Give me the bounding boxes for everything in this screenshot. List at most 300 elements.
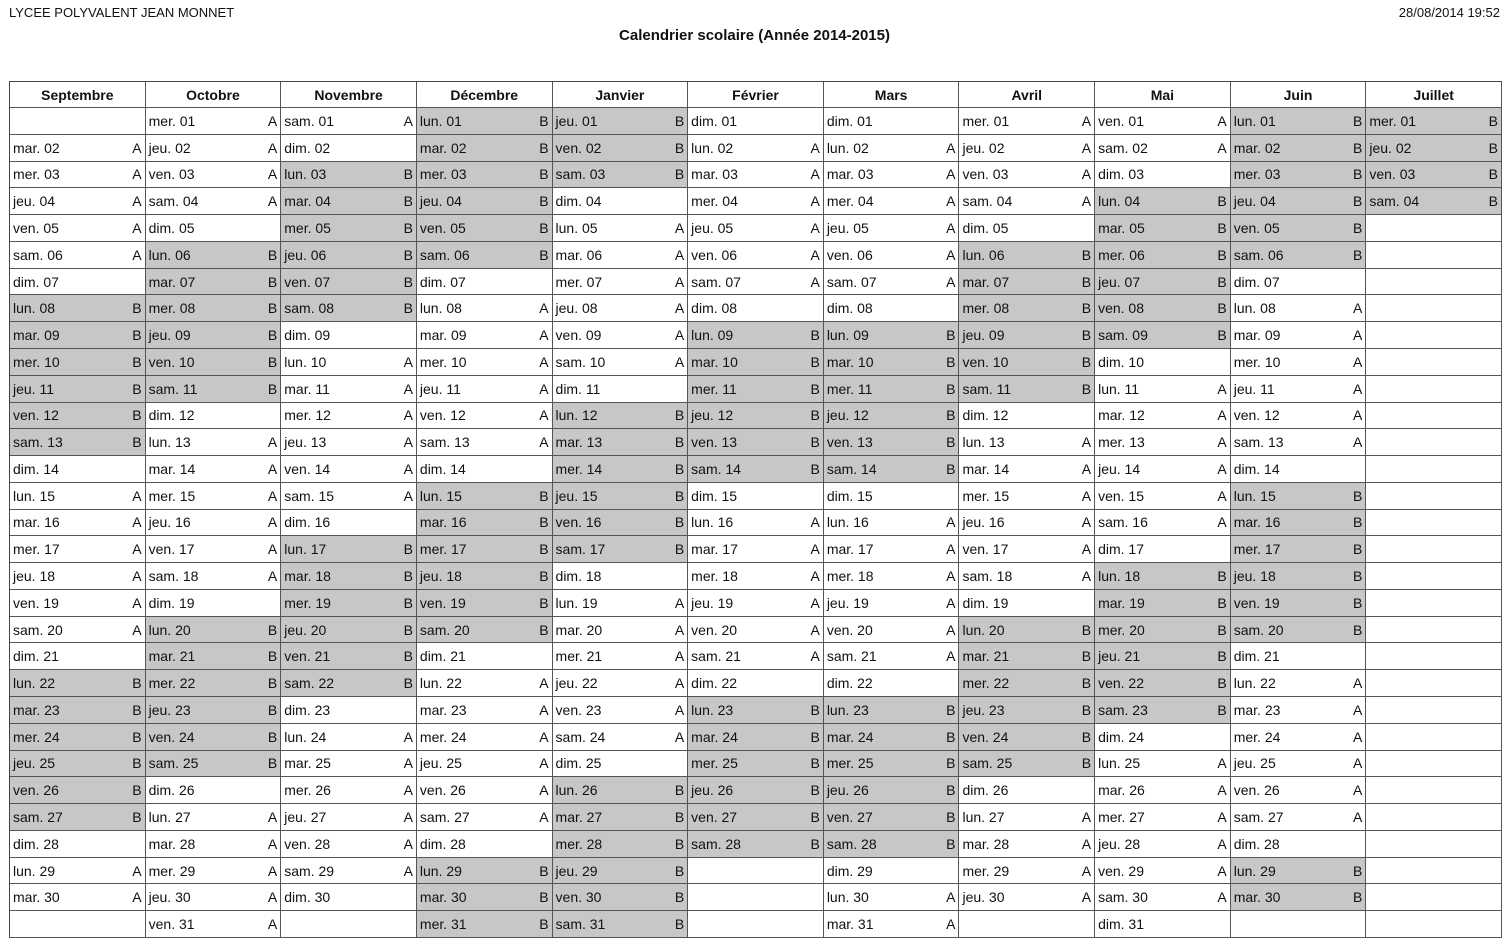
day-label: ven. 06 <box>826 246 873 263</box>
day-cell <box>1231 429 1367 456</box>
week-letter: B <box>403 621 413 638</box>
day-label: mar. 16 <box>13 514 60 531</box>
week-letter: B <box>267 380 278 397</box>
week-letter: B <box>946 353 956 370</box>
day-cell <box>10 242 146 269</box>
day-cell <box>824 510 960 537</box>
week-letter: B <box>810 353 820 370</box>
day-label: mar. 26 <box>1098 782 1145 799</box>
day-cell <box>824 831 960 858</box>
day-label: sam. 07 <box>826 273 877 290</box>
day-label: ven. 14 <box>284 460 331 477</box>
day-cell <box>281 617 417 644</box>
day-cell <box>281 483 417 510</box>
day-label: lun. 15 <box>13 487 56 504</box>
day-label: jeu. 13 <box>284 434 327 451</box>
day-label: mer. 13 <box>1098 434 1145 451</box>
day-cell <box>824 456 960 483</box>
day-label: dim. 14 <box>419 460 466 477</box>
week-letter: B <box>1353 621 1363 638</box>
school-name: LYCEE POLYVALENT JEAN MONNET <box>9 5 235 20</box>
day-cell <box>417 643 553 670</box>
empty-cell <box>1366 403 1502 430</box>
day-cell <box>824 429 960 456</box>
week-letter: B <box>132 755 142 772</box>
day-label: mar. 06 <box>555 246 603 263</box>
week-letter: A <box>539 755 549 772</box>
day-cell <box>553 777 689 804</box>
day-cell <box>417 804 553 831</box>
week-letter: A <box>132 166 142 183</box>
day-cell <box>824 724 960 751</box>
day-label: dim. 16 <box>284 514 331 531</box>
day-label: mer. 03 <box>13 166 60 183</box>
day-label: mar. 30 <box>419 889 467 906</box>
day-label: lun. 17 <box>284 541 327 558</box>
day-label: ven. 03 <box>1369 166 1416 183</box>
week-letter: B <box>946 434 956 451</box>
day-cell <box>1366 188 1502 215</box>
week-letter: B <box>1081 327 1092 344</box>
week-letter: B <box>539 246 549 263</box>
day-label: jeu. 04 <box>419 193 462 210</box>
week-letter: A <box>1217 380 1227 397</box>
week-letter: B <box>674 487 685 504</box>
day-label: jeu. 19 <box>691 594 734 611</box>
week-letter: B <box>674 166 685 183</box>
week-letter: B <box>1353 594 1363 611</box>
day-label: sam. 20 <box>13 621 63 638</box>
day-cell <box>281 777 417 804</box>
week-letter: B <box>267 273 278 290</box>
day-cell <box>10 215 146 242</box>
week-letter: A <box>946 219 956 236</box>
day-label: sam. 31 <box>555 916 606 933</box>
week-letter: A <box>403 809 413 825</box>
day-label: mar. 03 <box>826 166 874 183</box>
day-label: mar. 11 <box>284 380 330 397</box>
week-letter: A <box>132 193 142 210</box>
day-cell <box>824 697 960 724</box>
day-cell <box>417 884 553 911</box>
day-cell <box>824 884 960 911</box>
week-letter: A <box>267 112 278 129</box>
day-cell <box>1366 108 1502 135</box>
day-label: mar. 18 <box>284 568 331 585</box>
week-letter: A <box>267 166 278 183</box>
week-letter: A <box>1353 755 1363 772</box>
day-label: dim. 02 <box>284 139 331 156</box>
day-label: mar. 05 <box>1098 219 1145 236</box>
day-label: lun. 06 <box>148 246 191 263</box>
day-cell <box>146 911 282 938</box>
week-letter: B <box>810 434 820 451</box>
day-cell <box>1095 804 1231 831</box>
day-label: mar. 27 <box>555 809 603 825</box>
day-label: dim. 25 <box>555 755 602 772</box>
day-cell <box>1095 135 1231 162</box>
week-letter: B <box>403 541 413 558</box>
week-letter: B <box>810 460 820 477</box>
week-letter: B <box>539 112 549 129</box>
week-letter: A <box>810 514 820 531</box>
day-cell <box>146 349 282 376</box>
month-header: Novembre <box>281 82 417 108</box>
day-cell <box>1231 108 1367 135</box>
day-label: dim. 01 <box>826 112 873 129</box>
day-label: dim. 07 <box>1233 273 1280 290</box>
day-label: ven. 17 <box>148 541 195 558</box>
day-cell <box>10 510 146 537</box>
day-cell <box>688 403 824 430</box>
week-letter: B <box>267 353 278 370</box>
day-cell <box>959 724 1095 751</box>
day-label: ven. 15 <box>1098 487 1145 504</box>
day-cell <box>146 724 282 751</box>
day-cell <box>281 858 417 885</box>
week-letter: A <box>1217 835 1227 852</box>
week-letter: B <box>674 835 685 852</box>
week-letter: B <box>539 621 549 638</box>
day-cell <box>1231 162 1367 189</box>
week-letter: B <box>132 300 142 317</box>
week-letter: A <box>539 728 549 745</box>
day-label: ven. 19 <box>1233 594 1280 611</box>
week-letter: B <box>1217 648 1227 665</box>
week-letter: B <box>946 460 956 477</box>
day-cell <box>1231 831 1367 858</box>
day-cell <box>1231 295 1367 322</box>
day-label: mer. 25 <box>826 755 874 772</box>
day-cell <box>281 295 417 322</box>
week-letter: A <box>403 728 413 745</box>
day-label: mer. 11 <box>691 380 737 397</box>
day-label: dim. 05 <box>962 219 1009 236</box>
day-cell <box>146 295 282 322</box>
empty-cell <box>10 108 146 135</box>
day-cell <box>959 670 1095 697</box>
week-letter: B <box>403 300 413 317</box>
day-cell <box>1095 724 1231 751</box>
week-letter: A <box>1081 809 1092 825</box>
day-cell <box>1095 858 1231 885</box>
day-label: mer. 15 <box>962 487 1010 504</box>
day-cell <box>1095 831 1231 858</box>
week-letter: A <box>267 835 278 852</box>
day-cell <box>1231 135 1367 162</box>
day-label: ven. 05 <box>1233 219 1280 236</box>
week-letter: B <box>810 728 820 745</box>
week-letter: B <box>1353 541 1363 558</box>
day-cell <box>1095 108 1231 135</box>
day-label: jeu. 18 <box>1233 568 1276 585</box>
day-label: sam. 18 <box>148 568 199 585</box>
day-cell <box>417 295 553 322</box>
week-letter: B <box>267 648 278 665</box>
month-header: Mars <box>824 82 960 108</box>
week-letter: A <box>267 460 278 477</box>
week-letter: B <box>1217 327 1227 344</box>
day-cell <box>1231 697 1367 724</box>
week-letter: A <box>946 916 956 933</box>
day-cell <box>688 429 824 456</box>
week-letter: B <box>132 353 142 370</box>
week-letter: B <box>674 434 685 451</box>
week-letter: B <box>946 782 956 799</box>
week-letter: A <box>1217 782 1227 799</box>
day-label: dim. 28 <box>1233 835 1280 852</box>
week-letter: B <box>1488 139 1498 156</box>
day-cell <box>1095 215 1231 242</box>
day-label: mer. 15 <box>148 487 196 504</box>
day-label: mar. 10 <box>826 353 874 370</box>
week-letter: B <box>539 514 549 531</box>
day-label: dim. 23 <box>284 701 331 718</box>
day-cell <box>1231 510 1367 537</box>
day-cell <box>688 831 824 858</box>
day-cell <box>553 724 689 751</box>
day-label: lun. 24 <box>284 728 327 745</box>
day-cell <box>417 403 553 430</box>
day-label: lun. 02 <box>691 139 734 156</box>
day-label: jeu. 18 <box>419 568 462 585</box>
day-cell <box>1231 643 1367 670</box>
week-letter: B <box>1081 246 1092 263</box>
day-cell <box>146 322 282 349</box>
day-cell <box>553 643 689 670</box>
day-label: jeu. 22 <box>555 675 598 692</box>
empty-cell <box>1366 804 1502 831</box>
day-label: mer. 04 <box>691 193 738 210</box>
day-label: dim. 21 <box>419 648 466 665</box>
day-cell <box>1231 215 1367 242</box>
week-letter: A <box>946 621 956 638</box>
day-cell <box>1095 456 1231 483</box>
day-label: jeu. 20 <box>284 621 327 638</box>
week-letter: B <box>674 541 685 558</box>
week-letter: A <box>1081 487 1092 504</box>
day-label: jeu. 02 <box>1369 139 1412 156</box>
week-letter: A <box>1081 112 1092 129</box>
day-label: lun. 01 <box>419 112 462 129</box>
day-cell <box>959 403 1095 430</box>
day-label: sam. 27 <box>13 809 63 825</box>
week-letter: B <box>539 219 549 236</box>
day-label: mer. 26 <box>284 782 331 799</box>
day-cell <box>688 751 824 778</box>
week-letter: B <box>810 380 820 397</box>
week-letter: A <box>810 219 820 236</box>
day-label: mer. 04 <box>826 193 874 210</box>
day-cell <box>824 403 960 430</box>
day-label: sam. 17 <box>555 541 606 558</box>
day-cell <box>959 349 1095 376</box>
day-cell <box>417 322 553 349</box>
day-label: dim. 21 <box>13 648 59 665</box>
day-label: lun. 01 <box>1233 112 1276 129</box>
day-cell <box>688 349 824 376</box>
week-letter: A <box>132 621 142 638</box>
week-letter: B <box>674 782 685 799</box>
day-label: dim. 04 <box>555 193 602 210</box>
day-cell <box>553 322 689 349</box>
week-letter: B <box>1353 246 1363 263</box>
day-cell <box>1095 403 1231 430</box>
day-label: dim. 07 <box>419 273 466 290</box>
week-letter: A <box>403 112 413 129</box>
week-letter: A <box>132 246 142 263</box>
day-cell <box>417 831 553 858</box>
day-cell <box>688 697 824 724</box>
day-label: mer. 24 <box>13 728 60 745</box>
day-label: mar. 17 <box>691 541 738 558</box>
day-cell <box>10 349 146 376</box>
day-cell <box>146 269 282 296</box>
week-letter: A <box>132 568 142 585</box>
week-letter: B <box>403 594 413 611</box>
day-label: mar. 31 <box>826 916 874 933</box>
day-cell <box>688 510 824 537</box>
day-label: lun. 06 <box>962 246 1005 263</box>
day-label: sam. 23 <box>1098 701 1148 718</box>
week-letter: A <box>1081 568 1092 585</box>
day-label: mar. 30 <box>13 889 60 906</box>
day-label: mer. 21 <box>555 648 603 665</box>
day-cell <box>417 563 553 590</box>
day-cell <box>1095 590 1231 617</box>
day-cell <box>1095 510 1231 537</box>
day-cell <box>1231 617 1367 644</box>
week-letter: B <box>1217 219 1227 236</box>
week-letter: B <box>1353 889 1363 906</box>
week-letter: B <box>539 568 549 585</box>
empty-cell <box>1366 429 1502 456</box>
day-label: sam. 04 <box>148 193 199 210</box>
day-cell <box>553 483 689 510</box>
day-label: jeu. 19 <box>826 594 869 611</box>
day-label: jeu. 05 <box>826 219 869 236</box>
week-letter: A <box>267 809 278 825</box>
week-letter: B <box>1353 166 1363 183</box>
week-letter: B <box>1217 568 1227 585</box>
week-letter: B <box>946 809 956 825</box>
day-label: ven. 10 <box>148 353 195 370</box>
day-cell <box>281 670 417 697</box>
day-cell <box>688 777 824 804</box>
page-title: Calendrier scolaire (Année 2014-2015) <box>619 27 890 44</box>
day-cell <box>10 483 146 510</box>
day-cell <box>553 804 689 831</box>
day-label: ven. 30 <box>555 889 602 906</box>
day-label: sam. 16 <box>1098 514 1148 531</box>
week-letter: A <box>539 809 549 825</box>
day-cell <box>1095 911 1231 938</box>
day-label: mar. 12 <box>1098 407 1145 424</box>
day-label: ven. 12 <box>1233 407 1280 424</box>
week-letter: A <box>539 327 549 344</box>
week-letter: A <box>539 353 549 370</box>
day-label: mar. 09 <box>13 327 60 344</box>
day-cell <box>1095 242 1231 269</box>
day-label: mer. 06 <box>1098 246 1145 263</box>
day-cell <box>1095 188 1231 215</box>
day-label: lun. 20 <box>962 621 1005 638</box>
empty-cell <box>959 911 1095 938</box>
day-cell <box>553 429 689 456</box>
month-header: Janvier <box>553 82 689 108</box>
week-letter: A <box>810 139 820 156</box>
day-cell <box>959 751 1095 778</box>
day-cell <box>959 376 1095 403</box>
day-label: mer. 17 <box>1233 541 1281 558</box>
week-letter: A <box>1217 514 1227 531</box>
day-label: mar. 20 <box>555 621 603 638</box>
day-label: ven. 24 <box>962 728 1009 745</box>
day-label: mer. 18 <box>691 568 738 585</box>
day-cell <box>1095 349 1231 376</box>
week-letter: B <box>674 514 685 531</box>
day-cell <box>553 242 689 269</box>
day-label: mer. 08 <box>148 300 196 317</box>
day-label: mer. 01 <box>1369 112 1417 129</box>
day-cell <box>10 643 146 670</box>
day-cell <box>1231 188 1367 215</box>
day-label: lun. 04 <box>1098 193 1141 210</box>
day-label: jeu. 29 <box>555 862 598 879</box>
day-label: mer. 01 <box>148 112 196 129</box>
day-cell <box>959 242 1095 269</box>
day-cell <box>553 510 689 537</box>
day-cell <box>10 536 146 563</box>
week-letter: B <box>403 166 413 183</box>
day-label: jeu. 30 <box>148 889 191 906</box>
day-cell <box>1095 617 1231 644</box>
day-label: lun. 11 <box>1098 380 1140 397</box>
week-letter: A <box>1217 862 1227 879</box>
empty-cell <box>1366 563 1502 590</box>
day-label: dim. 07 <box>13 273 59 290</box>
week-letter: B <box>1217 193 1227 210</box>
week-letter: B <box>132 675 142 692</box>
day-cell <box>1231 884 1367 911</box>
day-label: mar. 28 <box>962 835 1010 852</box>
day-label: mar. 02 <box>13 139 60 156</box>
day-cell <box>1095 643 1231 670</box>
day-label: mer. 24 <box>419 728 467 745</box>
day-label: mer. 07 <box>555 273 603 290</box>
day-cell <box>553 831 689 858</box>
day-cell <box>553 697 689 724</box>
week-letter: B <box>267 701 278 718</box>
day-cell <box>10 617 146 644</box>
empty-cell <box>1366 617 1502 644</box>
day-cell <box>959 322 1095 349</box>
day-cell <box>146 215 282 242</box>
day-cell <box>553 295 689 322</box>
day-label: mar. 28 <box>148 835 196 852</box>
day-cell <box>824 911 960 938</box>
day-label: sam. 30 <box>1098 889 1148 906</box>
day-label: dim. 12 <box>962 407 1009 424</box>
day-label: jeu. 21 <box>1098 648 1141 665</box>
week-letter: A <box>539 701 549 718</box>
month-header: Juin <box>1231 82 1367 108</box>
month-header: Décembre <box>417 82 553 108</box>
day-cell <box>146 617 282 644</box>
day-cell <box>553 670 689 697</box>
day-label: ven. 17 <box>962 541 1009 558</box>
day-cell <box>824 563 960 590</box>
